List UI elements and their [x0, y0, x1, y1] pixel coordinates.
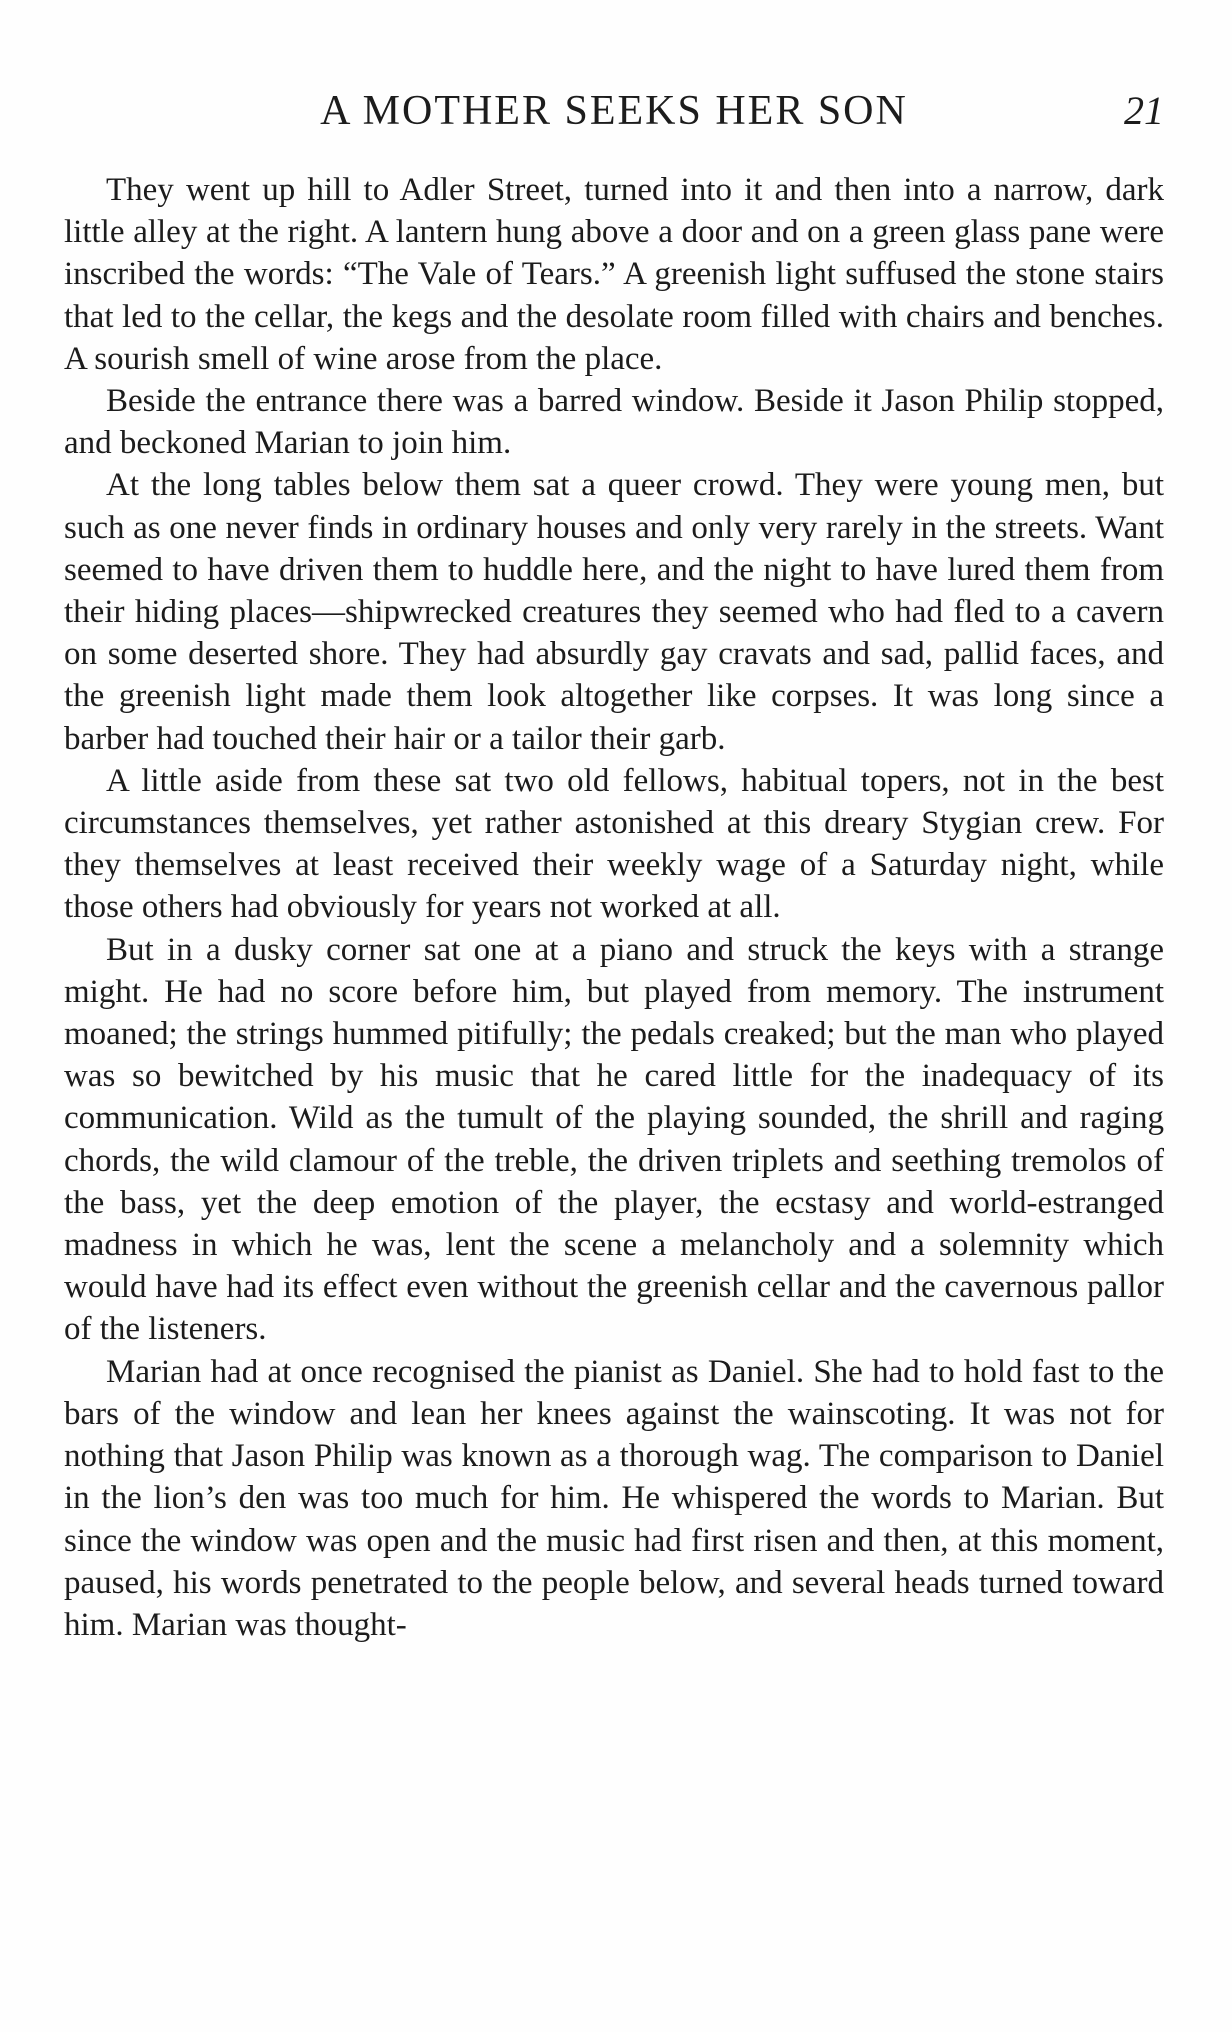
paragraph-1: They went up hill to Adler Street, turned into it and then into a narrow, dark little alley at the right. A lantern hung above a door and on a green glass pane were inscribed the words: “The Vale of Tears.” A greenish light suffused the stone stairs that led to the cellar, the kegs and the desolate room filled with chairs and benches. A sourish smell of wine arose from the place.: [64, 172, 1164, 377]
paragraph-4: A little aside from these sat two old fellows, habitual topers, not in the best circumstances themselves, yet rather astonished at this dreary Stygian crew. For they themselves at least received their weekly wage of a Saturday night, while those others had obviously for years not worked at all.: [64, 762, 1164, 926]
running-head: [64, 86, 1164, 136]
paragraph-2: Beside the entrance there was a barred window. Beside it Jason Philip stopped, and beckoned Marian to join him.: [64, 383, 1164, 462]
paragraph-3: At the long tables below them sat a queer crowd. They were young men, but such as one never finds in ordinary houses and only very rarely in the streets. Want seemed to have driven them to huddle here, and the night to have lured them from their hiding places—shipwrecked creatures they seemed who had fled to a cavern on some deserted shore. They had absurdly gay cravats and sad, pallid faces, and the greenish light made them look altogether like corpses. It was long since a barber had touched their hair or a tailor their garb.: [64, 467, 1164, 757]
paragraph-6: Marian had at once recognised the pianist as Daniel. She had to hold fast to the bars of the window and lean her knees against the wainscoting. It was not for nothing that Jason Philip was known as a thorough wag. The comparison to Daniel in the lion’s den was too much for him. He whispered the words to Marian. But since the window was open and the music had first risen and then, at this moment, paused, his words penetrated to the people below, and several heads turned toward him. Marian was thought-: [64, 1353, 1164, 1643]
paragraph-5: But in a dusky corner sat one at a piano and struck the keys with a strange might. He had no score before him, but played from memory. The instrument moaned; the strings hummed pitifully; the pedals creaked; but the man who played was so bewitched by his music that he cared little for the inadequacy of its communication. Wild as the tumult of the playing sounded, the shrill and raging chords, the wild clamour of the treble, the driven triplets and seething tremolos of the bass, yet the deep emotion of the player, the ecstasy and world-estranged madness in which he was, lent the scene a melancholy and a solemnity which would have had its effect even without the greenish cellar and the cavernous pallor of the listeners.: [64, 931, 1164, 1348]
page-number: 21: [1124, 88, 1164, 133]
running-title: A MOTHER SEEKS HER SON: [320, 88, 908, 134]
body-text: [64, 169, 1164, 1646]
